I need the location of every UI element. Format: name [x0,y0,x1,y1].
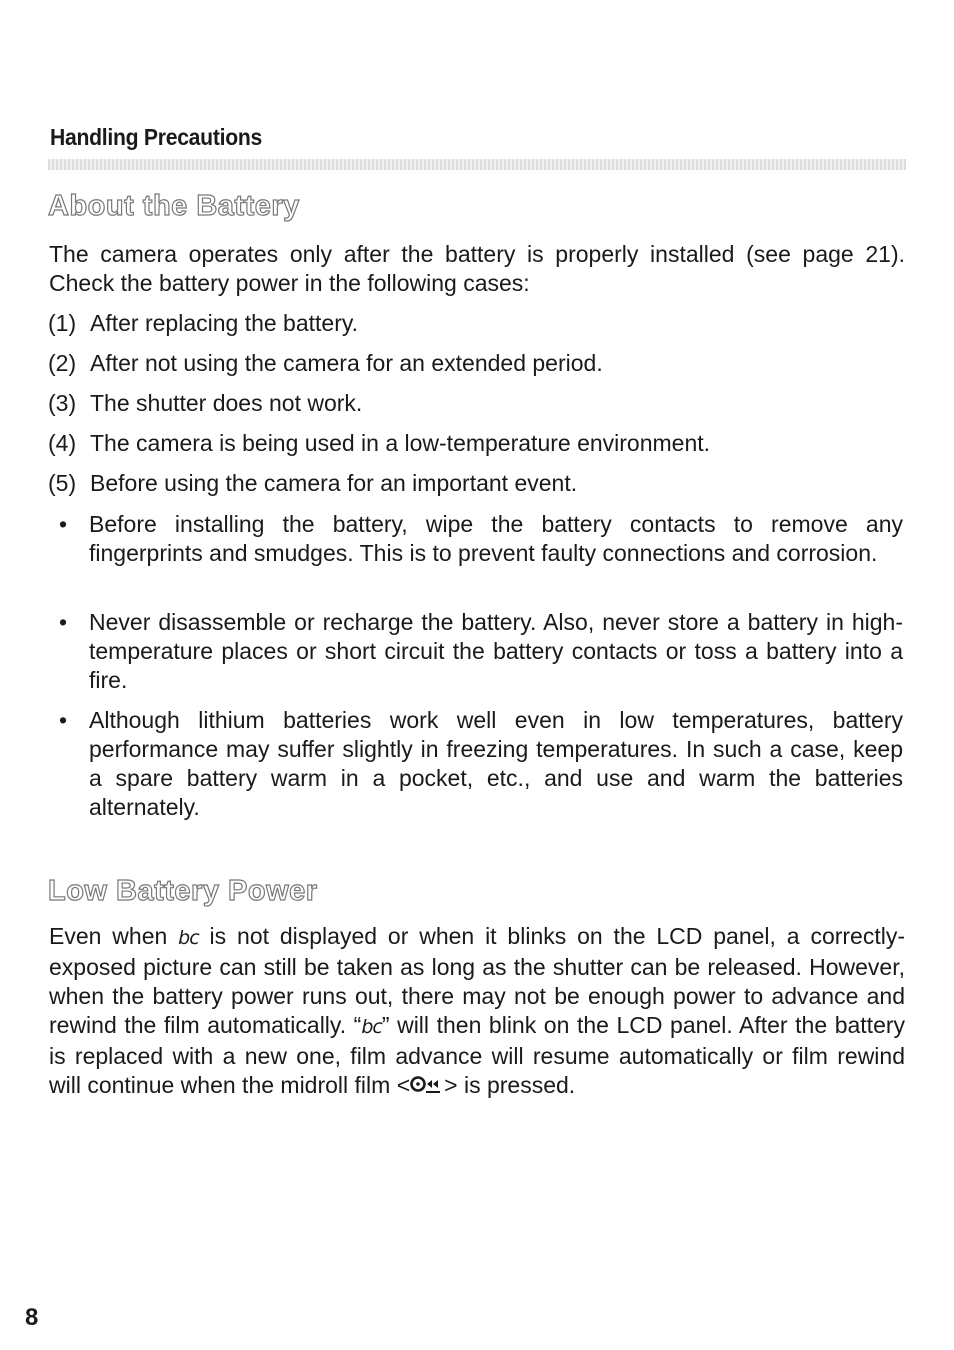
bullet-text: Never disassemble or recharge the battery. Also, never store a battery in high-temperature places or short circuit the battery contacts or toss a battery into a fire. [89,609,903,693]
bullet-dot: • [59,707,68,733]
text-run: Even when [49,923,168,949]
case-item [48,309,908,338]
section-title-low-battery: Low Battery Power [48,875,318,907]
case-number: (5) [48,470,77,496]
bullet-dot: • [59,511,68,537]
header-rule [48,159,906,170]
case-number: (2) [48,350,77,376]
low-battery-paragraph [49,922,905,1100]
section-title-about-battery: About the Battery [48,190,300,222]
case-text: The camera is being used in a low-temperature environment. [90,430,711,456]
bullet-text: Although lithium batteries work well even in low temperatures, battery performance may suffer slightly in freezing temperatures. In such a case, keep a spare battery warm in a pocket, etc., and use and warm the batteries alternately. [89,707,903,820]
bullet-item [59,706,903,822]
bullet-dot: • [59,609,68,635]
lcd-bc-symbol: bc [361,1016,382,1038]
intro-paragraph: The camera operates only after the battery is properly installed (see page 21). Check the battery power in the following cases: [49,241,905,296]
case-item [48,389,908,418]
case-item [48,349,908,378]
bullet-item [59,608,903,695]
running-head: Handling Precautions [50,124,263,150]
case-number: (3) [48,390,77,416]
case-text: The shutter does not work. [90,390,363,416]
case-number: (1) [48,310,77,336]
text-run: is not displayed or when it blinks on the LCD panel, a correctly-exposed picture can still be taken as long as the shutter can be released. However, when the battery power runs out, there may not be enough power to advance and rewind the film automatically. “ [49,923,906,1038]
case-text: Before using the camera for an important event. [90,470,578,496]
lcd-bc-symbol: bc [178,927,199,949]
page-number: 8 [25,1304,39,1331]
bullet-text: Before installing the battery, wipe the battery contacts to remove any fingerprints and smudges. This is to prevent faulty connections and corrosion. [89,511,903,566]
text-run: > is pressed. [444,1072,576,1098]
case-item [48,469,908,498]
case-text: After replacing the battery. [90,310,359,336]
bullet-item [59,510,903,568]
case-number: (4) [48,430,77,456]
case-text: After not using the camera for an extended period. [90,350,603,376]
midroll-rewind-icon [410,1073,444,1093]
case-item [48,429,908,458]
text-run: ” will then blink on the LCD panel. After the battery is replaced with a new one, film advance will resume automatically or film rewind will continue when the midroll film < [49,1012,906,1098]
